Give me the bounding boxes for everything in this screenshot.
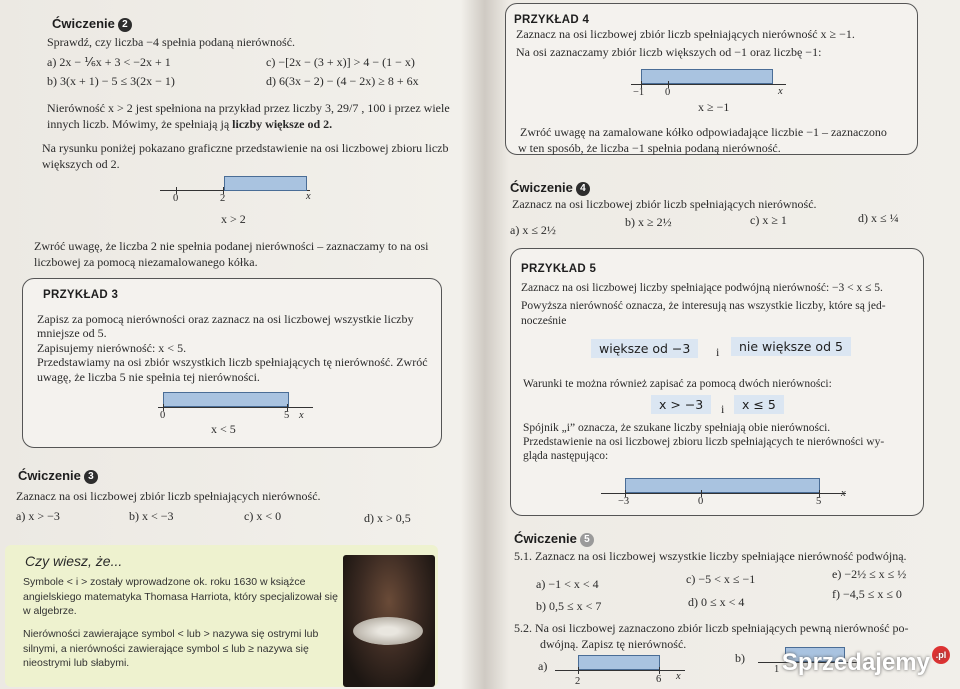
exercise-4-heading: [510, 180, 590, 196]
exercise-5-2-a-label: a): [538, 659, 548, 673]
exercise-5-2-cont: dwójną. Zapisz tę nierówność.: [540, 637, 687, 651]
condition-tag: x ≤ 5: [734, 395, 784, 414]
exercise-title: Ćwiczenie: [18, 468, 81, 483]
exercise-2-c: c) −[2x − (3 + x)] > 4 − (1 − x): [266, 55, 415, 69]
paragraph-graph-intro: Na rysunku poniżej pokazano graficzne przedstawienie na osi liczbowej zbioru liczb większych od 2.: [42, 141, 449, 171]
exercise-2-b: b) 3(x + 1) − 5 ≤ 3(2x − 1): [47, 74, 175, 88]
axis-var: x: [778, 86, 783, 97]
axis-var: x: [841, 488, 846, 499]
example-text: Zapisujemy nierówność: x < 5.: [37, 341, 187, 355]
exercise-3-b: b) x < −3: [129, 509, 174, 523]
example-text: Zapisz za pomocą nierówności oraz zaznacz na osi liczbowej wszystkie liczby: [37, 312, 414, 326]
example-5-box: [510, 248, 924, 516]
tick-label: 0: [173, 193, 179, 204]
exercise-title: Ćwiczenie: [510, 180, 573, 195]
exercise-number-badge: 2: [118, 18, 132, 32]
number-line-caption: x < 5: [211, 422, 236, 436]
exercise-5-e: e) −2½ ≤ x ≤ ½: [832, 567, 907, 581]
example-text: Zwróć uwagę na zamalowane kółko odpowiadające liczbie −1 – zaznaczono: [520, 125, 887, 139]
number-line-caption: x ≥ −1: [698, 100, 730, 114]
exercise-3-intro: Zaznacz na osi liczbowej zbiór liczb spełniających nierówność.: [16, 489, 321, 503]
example-text: uwagę, że liczba 5 nie spełnia tej nierówności.: [37, 370, 260, 384]
exercise-4-a: a) x ≤ 2½: [510, 223, 556, 237]
exercise-number-badge: 3: [84, 470, 98, 484]
exercise-5-f: f) −4,5 ≤ x ≤ 0: [832, 587, 902, 601]
tick-label: 2: [220, 193, 226, 204]
example-text: Przedstawiamy na osi zbiór wszystkich liczb spełniających tę nierówność. Zwróć: [37, 355, 428, 369]
tick-label: 0: [665, 87, 671, 98]
watermark-tld: .pl: [932, 646, 950, 664]
exercise-5-2-b-label: b): [735, 651, 745, 665]
tick-label: 2: [575, 676, 581, 687]
sprzedajemy-watermark: [782, 646, 950, 677]
paragraph-x-gt-2: [47, 100, 452, 132]
condition-tag: x > −3: [651, 395, 711, 414]
example-text: gląda następująco:: [523, 450, 609, 462]
exercise-4-c: c) x ≥ 1: [750, 213, 787, 227]
exercise-2-heading: [52, 16, 132, 32]
example-title: PRZYKŁAD 4: [514, 14, 590, 26]
exercise-5-d: d) 0 ≤ x < 4: [688, 595, 745, 609]
exercise-title: Ćwiczenie: [52, 16, 115, 31]
example-text: Powyższa nierówność oznacza, że interesują nas wszystkie liczby, które są jed-: [521, 300, 886, 312]
axis-var: x: [299, 410, 304, 421]
example-title: PRZYKŁAD 3: [43, 289, 119, 301]
example-text: Warunki te można również zapisać za pomocą dwóch nierówności:: [523, 378, 832, 390]
exercise-3-heading: [18, 468, 98, 484]
tick-label: 5: [816, 496, 822, 507]
exercise-4-b: b) x ≥ 2½: [625, 215, 672, 229]
example-text: Na osi zaznaczamy zbiór liczb większych od −1 oraz liczbę −1:: [516, 45, 822, 59]
exercise-3-d: d) x > 0,5: [364, 511, 411, 525]
paragraph-text: Nierówność x > 2 jest spełniona na przykład przez liczby 3, 29/7 , 100 i przez wiele innych liczb. Mówimy, że spełniają ją: [47, 101, 450, 131]
exercise-5-a: a) −1 < x < 4: [536, 577, 599, 591]
harriot-portrait-image: [343, 555, 435, 687]
exercise-4-d: d) x ≤ ¼: [858, 211, 899, 225]
example-4-box: [505, 3, 918, 155]
tick-label: 1: [774, 664, 780, 675]
did-you-know-title: Czy wiesz, że...: [25, 553, 123, 569]
watermark-text: Sprzedajemy: [781, 649, 930, 676]
paragraph-bold: liczby większe od 2.: [232, 117, 333, 131]
example-text: nocześnie: [521, 315, 567, 327]
example-text: Zaznacz na osi liczbowej zbiór liczb spełniających nierówność x ≥ −1.: [516, 27, 855, 41]
paragraph-open-circle: Zwróć uwagę, że liczba 2 nie spełnia podanej nierówności – zaznaczamy to na osi liczbowej za pomocą niezamalowanego kółka.: [34, 239, 429, 269]
condition-tag: większe od −3: [591, 339, 698, 358]
axis-var: x: [306, 191, 311, 202]
portrait-ruff: [353, 617, 423, 645]
exercise-4-intro: Zaznacz na osi liczbowej zbiór liczb spełniających nierówność.: [512, 197, 817, 211]
tick-label: −3: [618, 496, 630, 507]
tick-label: 0: [160, 410, 166, 421]
exercise-2-a: a) 2x − ⅙x + 3 < −2x + 1: [47, 55, 171, 69]
example-title: PRZYKŁAD 5: [521, 263, 597, 275]
exercise-title: Ćwiczenie: [514, 531, 577, 546]
tick-label: 6: [656, 674, 662, 685]
example-text: Przedstawienie na osi liczbowej zbioru liczb spełniających te nierówności wy-: [523, 436, 885, 448]
did-you-know-text: Symbole < i > zostały wprowadzone ok. roku 1630 w książce angielskiego matematyka Thomasa Harriota, który specjalizował się w algebrze.: [23, 576, 338, 617]
exercise-5-b: b) 0,5 ≤ x < 7: [536, 599, 602, 613]
exercise-2-d: d) 6(3x − 2) − (4 − 2x) ≥ 8 + 6x: [266, 74, 419, 88]
exercise-5-c: c) −5 < x ≤ −1: [686, 572, 756, 586]
exercise-number-badge: 4: [576, 182, 590, 196]
exercise-5-2: 5.2. Na osi liczbowej zaznaczono zbiór liczb spełniających pewną nierówność po-: [514, 621, 909, 635]
did-you-know-text: Nierówności zawierające symbol < lub > nazywa się ostrymi lub silnymi, a nierówności zawierające symbol ≤ lub ≥ nazywa się nieostrymi lub słabymi.: [23, 628, 319, 669]
tick-label: 5: [284, 410, 290, 421]
and-label: i: [716, 345, 720, 359]
example-text: Spójnik „i” oznacza, że szukane liczby spełniają obie nierówności.: [523, 422, 831, 434]
exercise-3-a: a) x > −3: [16, 509, 60, 523]
and-label: i: [721, 402, 725, 416]
exercise-5-heading: [514, 531, 594, 547]
tick-label: 0: [698, 496, 704, 507]
exercise-number-badge: 5: [580, 533, 594, 547]
example-3-box: [22, 278, 442, 448]
example-text: Zaznacz na osi liczbowej liczby spełniające podwójną nierówność: −3 < x ≤ 5.: [521, 282, 883, 294]
tick-label: −1: [633, 87, 645, 98]
exercise-2-intro: Sprawdź, czy liczba −4 spełnia podaną nierówność.: [47, 35, 296, 49]
exercise-5-1: 5.1. Zaznacz na osi liczbowej wszystkie liczby spełniające nierówność podwójną.: [514, 549, 907, 563]
exercise-3-c: c) x < 0: [244, 509, 282, 523]
example-text: w ten sposób, że liczba −1 spełnia podaną nierówność.: [518, 141, 781, 155]
number-line-caption: x > 2: [221, 212, 246, 226]
example-text: mniejsze od 5.: [37, 326, 107, 340]
axis-var: x: [676, 671, 681, 682]
condition-tag: nie większe od 5: [731, 337, 851, 356]
